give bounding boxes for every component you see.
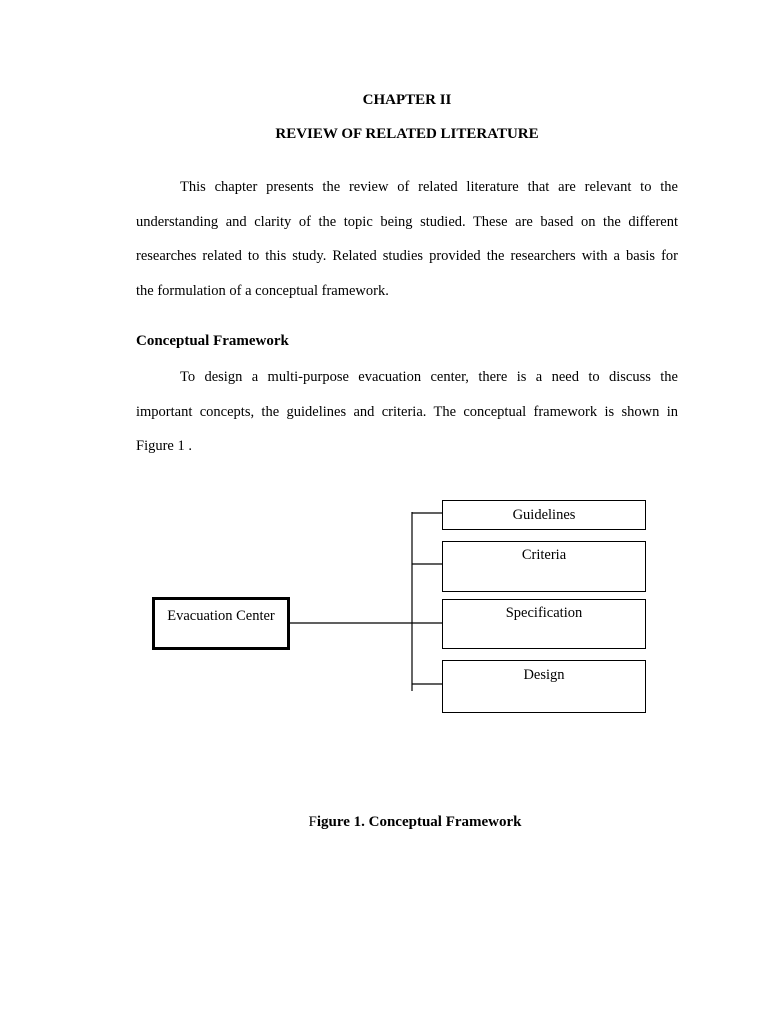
- paragraph-line: Figure 1 .: [136, 438, 192, 454]
- chapter-title: REVIEW OF RELATED LITERATURE: [275, 126, 539, 142]
- paragraph-line: important concepts, the guidelines and criteria. The conceptual framework is shown in: [136, 403, 678, 420]
- paragraph-line: researches related to this study. Related studies provided the researchers with a basis for: [136, 248, 678, 264]
- paragraph-line: understanding and clarity of the topic being studied. These are based on the different: [136, 213, 678, 230]
- node-specification: Specification: [442, 599, 646, 649]
- paragraph-line: To design a multi-purpose evacuation center, there is a need to discuss the: [180, 369, 678, 385]
- caption-prefix: F: [308, 814, 317, 830]
- section-heading: Conceptual Framework: [136, 333, 289, 349]
- chapter-label: CHAPTER II: [362, 92, 452, 108]
- node-evacuation-center: Evacuation Center: [152, 597, 290, 650]
- node-criteria: Criteria: [442, 541, 646, 592]
- paragraph-line: This chapter presents the review of related literature that are relevant to the: [180, 179, 678, 195]
- caption-text: igure 1. Conceptual Framework: [316, 814, 522, 830]
- figure-caption: [0, 814, 768, 831]
- node-design: Design: [442, 660, 646, 713]
- paragraph-line: the formulation of a conceptual framework.: [136, 282, 389, 299]
- node-guidelines: Guidelines: [442, 500, 646, 530]
